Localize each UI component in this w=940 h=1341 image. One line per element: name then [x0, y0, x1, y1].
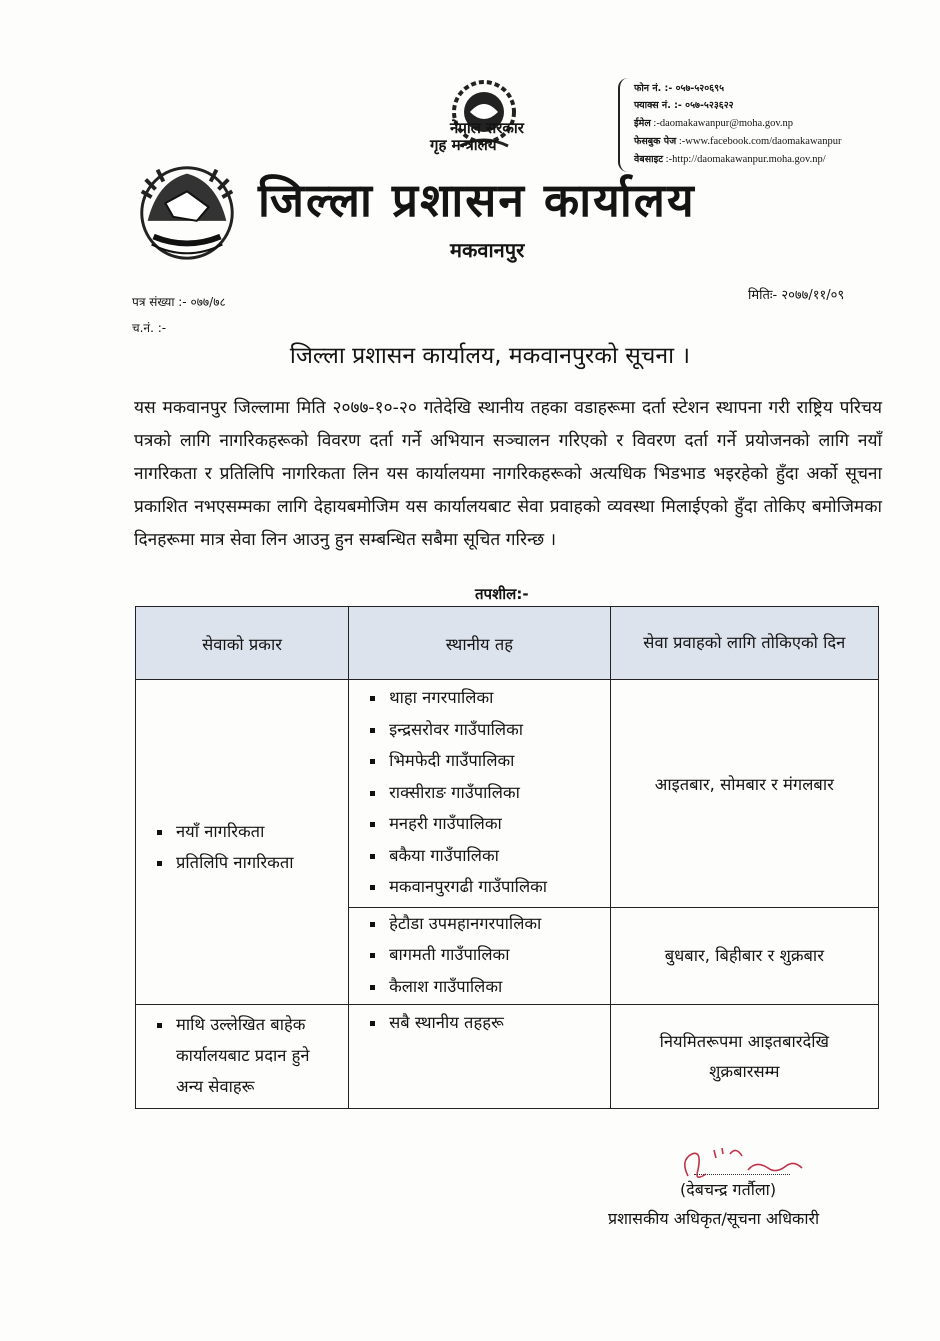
- list-item: बागमती गाउँपालिका: [349, 939, 610, 971]
- list-item: सबै स्थानीय तहहरू: [349, 1007, 610, 1039]
- facebook-label: फेसबुक पेज: [634, 136, 677, 147]
- notice-body: यस मकवानपुर जिल्लामा मिति २०७७-१०-२० गतेदेखि स्थानीय तहका वडाहरूमा दर्ता स्टेशन स्थापना गरी राष्ट्रिय परिचय पत्रको लागि नागरिकहरूको विवरण दर्ता गर्ने अभियान सञ्चालन गरिएको र विवरण दर्ता गर्ने प्रयोजनको लागि नयाँ नागरिकता र प्रतिलिपि नागरिकता लिन यस कार्यालयमा नागरिकहरूको अत्यधिक भिडभाड भइरहेको हुँदा अर्को सूचना प्रकाशित नभएसम्मका लागि देहायबमोजिम यस कार्यालयबाट सेवा प्रवाहको व्यवस्था मिलाईएको हुँदा तोकिए बमोजिमका दिनहरूमा मात्र सेवा लिन आउनु हुन सम्बन्धित सबैमा सूचित गरिन्छ ।: [134, 398, 882, 550]
- header-service-type: सेवाको प्रकार: [136, 607, 349, 680]
- list-item: मकवानपुरगढी गाउँपालिका: [349, 871, 610, 903]
- signer-name: (देबचन्द्र गर्तौला): [680, 1180, 777, 1199]
- days-cell-b: बुधबार, बिहीबार र शुक्रबार: [610, 907, 878, 1005]
- service-schedule-table: [135, 606, 879, 1109]
- list-item: हेटौडा उपमहानगरपालिका: [349, 908, 610, 940]
- nepal-emblem-logo: [128, 152, 246, 270]
- list-item: माथि उल्लेखित बाहेक कार्यालयबाट प्रदान हुने अन्य सेवाहरू: [136, 1009, 348, 1102]
- service-cell-other: [136, 1005, 349, 1109]
- website-value: :-http://daomakawanpur.moha.gov.np/: [665, 154, 826, 165]
- seal-text-line1: नेपाल सरकार: [450, 119, 524, 137]
- phone-line: [634, 81, 724, 94]
- reference-number: पत्र संख्या :- ०७७/७८: [132, 295, 226, 309]
- table-row: [136, 1005, 879, 1109]
- local-levels-cell-c: [349, 1005, 611, 1109]
- local-levels-cell-b: [349, 907, 611, 1005]
- header-service-day: सेवा प्रवाहको लागि तोकिएको दिन: [610, 607, 878, 680]
- email-line: [634, 116, 793, 129]
- details-label: तपशील:-: [475, 585, 529, 603]
- service-list: [136, 1009, 348, 1102]
- notice-title: जिल्ला प्रशासन कार्यालय, मकवानपुरको सूचना ।: [289, 343, 691, 369]
- fax-text: फ्याक्स नं. :- ०५७-५२३६२२: [634, 100, 734, 111]
- facebook-value: :-www.facebook.com/daomakawanpur: [678, 136, 842, 147]
- phone-text: फोन नं. :- ०५७-५२०६९५: [634, 83, 725, 94]
- facebook-line: [634, 134, 841, 147]
- list-item: थाहा नगरपालिका: [349, 682, 610, 714]
- local-levels-cell-a: [349, 680, 611, 908]
- seal-text-line2: गृह मन्त्रालय: [430, 136, 497, 154]
- list-item: इन्द्रसरोवर गाउँपालिका: [349, 714, 610, 746]
- local-level-list: [349, 908, 610, 1003]
- website-line: [634, 152, 826, 165]
- signature-line: [694, 1174, 790, 1175]
- list-item: कैलाश गाउँपालिका: [349, 971, 610, 1003]
- table-header-row: [136, 607, 879, 680]
- document-date: मितिः- २०७७/११/०९: [748, 288, 845, 303]
- list-item: बकैया गाउँपालिका: [349, 840, 610, 872]
- office-district: मकवानपुर: [450, 238, 525, 262]
- email-label: ईमेल: [634, 118, 651, 129]
- seal-text: [430, 120, 570, 154]
- local-level-list: [349, 1007, 610, 1039]
- list-item: मनहरी गाउँपालिका: [349, 808, 610, 840]
- list-item: प्रतिलिपि नागरिकता: [136, 847, 348, 879]
- email-value: :-daomakawanpur@moha.gov.np: [653, 118, 794, 129]
- signer-title: प्रशासकीय अधिकृत/सूचना अधिकारी: [608, 1209, 820, 1228]
- list-item: नयाँ नागरिकता: [136, 816, 348, 848]
- days-cell-a: आइतबार, सोमबार र मंगलबार: [610, 680, 878, 908]
- service-cell-citizenship: [136, 680, 349, 1005]
- service-list: [136, 816, 348, 879]
- fax-line: [634, 98, 734, 111]
- list-item: भिमफेदी गाउँपालिका: [349, 745, 610, 777]
- days-cell-c: नियमितरूपमा आइतबारदेखि शुक्रबारसम्म: [610, 1005, 878, 1109]
- dispatch-number: च.नं. :-: [132, 321, 167, 335]
- list-item: राक्सीराङ गाउँपालिका: [349, 777, 610, 809]
- table-row: [136, 680, 879, 908]
- local-level-list: [349, 682, 610, 903]
- website-label: वेबसाइट: [634, 154, 664, 165]
- header-local-level: स्थानीय तह: [349, 607, 611, 680]
- office-title: जिल्ला प्रशासन कार्यालय: [258, 173, 696, 227]
- contact-block: [618, 78, 920, 172]
